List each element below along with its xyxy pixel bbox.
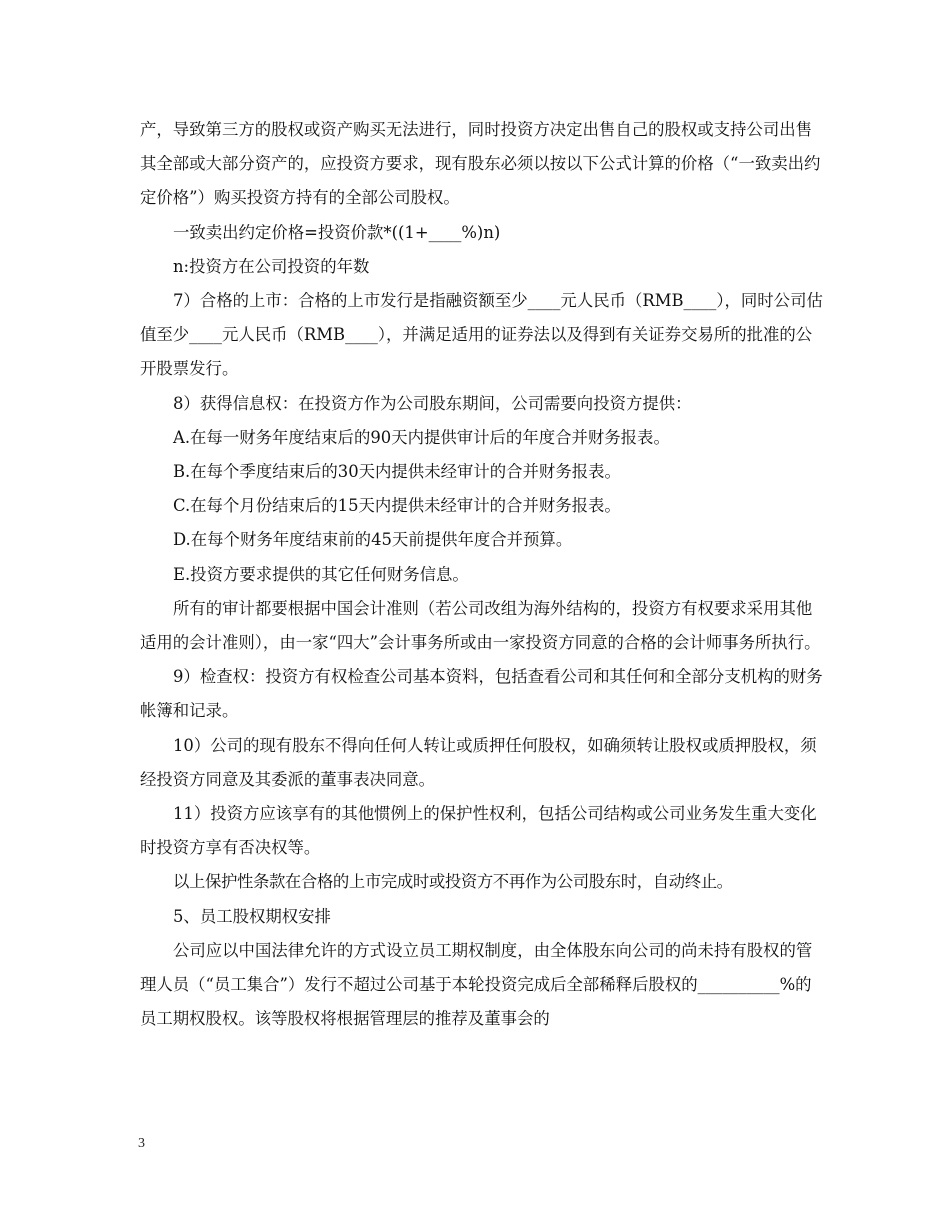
paragraph-protective-rights: 11）投资方应该享有的其他惯例上的保护性权利，包括公司结构或公司业务发生重大变化时投资方享有否决权等。 <box>140 804 817 858</box>
list-item-d: D.在每个财务年度结束前的45天前提供年度合并预算。 <box>173 530 573 550</box>
paragraph-formula: 一致卖出约定价格=投资价款*((1+____%)n) <box>173 222 501 242</box>
document-body <box>140 113 826 1036</box>
paragraph-qualified-ipo: 7）合格的上市：合格的上市发行是指融资额至少____元人民币（RMB____），同时公司估值至少____元人民币（RMB____），并满足适用的证券法以及得到有关证券交易所的批准的公开股票发行。 <box>140 291 823 379</box>
paragraph-audit-standards: 所有的审计都要根据中国会计准则（若公司改组为海外结构的，投资方有权要求采用其他适用的会计准则），由一家“四大”会计事务所或由一家投资方同意的合格的会计师事务所执行。 <box>140 598 821 653</box>
paragraph-termination: 以上保护性条款在合格的上市完成时或投资方不再作为公司股东时，自动终止。 <box>173 872 733 892</box>
paragraph-formula-n: n:投资方在公司投资的年数 <box>173 256 370 276</box>
paragraph-information-rights: 8）获得信息权：在投资方作为公司股东期间，公司需要向投资方提供： <box>173 393 692 413</box>
paragraph-inspection-rights: 9）检查权：投资方有权检查公司基本资料，包括查看公司和其任何和全部分支机构的财务帐簿和记录。 <box>140 667 823 721</box>
paragraph-transfer-restriction: 10）公司的现有股东不得向任何人转让或质押任何股权，如确须转让股权或质押股权，须经投资方同意及其委派的董事表决同意。 <box>140 735 817 789</box>
section-heading-employee-options: 5、员工股权期权安排 <box>173 906 331 926</box>
list-item-c: C.在每个月份结束后的15天内提供未经审计的合并财务报表。 <box>173 496 621 516</box>
paragraph-employee-option-plan: 公司应以中国法律允许的方式设立员工期权制度，由全体股东向公司的尚未持有股权的管理人员（“员工集合”）发行不超过公司基于本轮投资完成后全部稀释后股权的__________%的员工期权股权。该等股权将根据管理层的推荐及董事会的 <box>140 940 813 1029</box>
list-item-b: B.在每个季度结束后的30天内提供未经审计的合并财务报表。 <box>173 462 621 482</box>
paragraph-drag-along-clause: 产，导致第三方的股权或资产购买无法进行，同时投资方决定出售自己的股权或支持公司出售其全部或大部分资产的，应投资方要求，现有股东必须以按以下公式计算的价格（“一致卖出约定价格”）购买投资方持有的全部公司股权。 <box>140 120 821 208</box>
list-item-e: E.投资方要求提供的其它任何财务信息。 <box>173 564 469 584</box>
page-number: 3 <box>138 1136 145 1151</box>
list-item-a: A.在每一财务年度结束后的90天内提供审计后的年度合并财务报表。 <box>173 427 670 447</box>
